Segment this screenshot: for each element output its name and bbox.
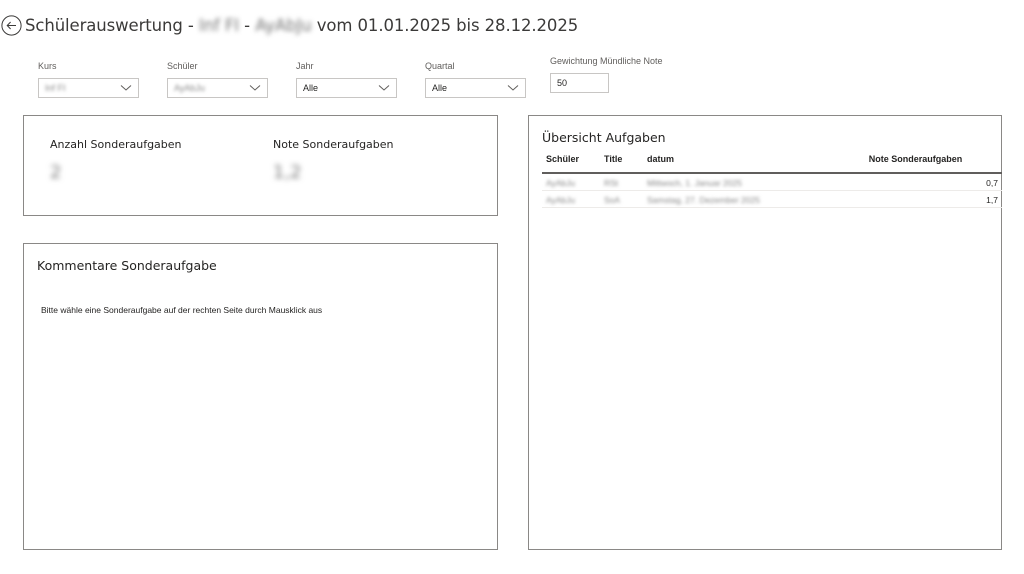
cell-schueler: AyAbJu (542, 191, 600, 208)
kpi-card (23, 115, 498, 216)
back-button[interactable] (0, 14, 22, 36)
schueler-dropdown[interactable] (167, 78, 268, 98)
cell-datum: Samstag, 27. Dezember 2025 (643, 191, 829, 208)
cell-schueler: AyAbJu (542, 173, 600, 191)
gewichtung-slicer (550, 56, 690, 93)
overview-title: Übersicht Aufgaben (542, 130, 666, 145)
note-sonderaufgaben-label: Note Sonderaufgaben (273, 138, 394, 151)
column-header-datum[interactable]: datum (643, 154, 829, 173)
cell-datum: Mittwoch, 1. Januar 2025 (643, 173, 829, 191)
kurs-dropdown[interactable] (38, 78, 139, 98)
title-prefix: Schülerauswertung - (25, 15, 199, 35)
jahr-slicer (296, 61, 397, 98)
jahr-dropdown[interactable] (296, 78, 397, 98)
schueler-slicer-label: Schüler (167, 61, 198, 71)
title-separator: - (239, 15, 256, 35)
anzahl-sonderaufgaben-value: 2 (50, 162, 62, 183)
cell-note: 1,7 (829, 191, 1002, 208)
table-row[interactable] (542, 191, 1002, 208)
jahr-slicer-label: Jahr (296, 61, 314, 71)
cell-title: RSt (600, 173, 643, 191)
chevron-down-icon (378, 84, 390, 92)
jahr-dropdown-value: Alle (303, 83, 319, 93)
schueler-slicer (167, 61, 268, 98)
quartal-dropdown-value: Alle (432, 83, 448, 93)
comments-hint: Bitte wähle eine Sonderaufgabe auf der rechten Seite durch Mausklick aus (41, 305, 323, 315)
table-row[interactable] (542, 173, 1002, 191)
column-header-schueler[interactable]: Schüler (542, 154, 600, 173)
kurs-dropdown-value: Inf FI (45, 83, 66, 93)
quartal-dropdown[interactable] (425, 78, 526, 98)
report-header (0, 12, 578, 38)
comments-panel (23, 243, 498, 550)
kurs-slicer-label: Kurs (38, 61, 57, 71)
column-header-title[interactable]: Title (600, 154, 643, 173)
chevron-down-icon (249, 84, 261, 92)
cell-title: SoA (600, 191, 643, 208)
chevron-down-icon (507, 84, 519, 92)
overview-panel (528, 115, 1002, 550)
chevron-down-icon (120, 84, 132, 92)
kurs-slicer (38, 61, 139, 98)
anzahl-sonderaufgaben-label: Anzahl Sonderaufgaben (50, 138, 182, 151)
cell-note: 0,7 (829, 173, 1002, 191)
table-header-row (542, 154, 1002, 173)
title-student-name: AyAbJu (255, 15, 312, 35)
title-course-name: Inf FI (198, 15, 240, 35)
quartal-slicer (425, 61, 526, 98)
schueler-dropdown-value: AyAbJu (174, 83, 205, 93)
overview-table (542, 154, 1002, 208)
back-arrow-icon (1, 15, 22, 36)
page-title (25, 16, 578, 35)
column-header-note[interactable]: Note Sonderaufgaben (829, 154, 1002, 173)
note-sonderaufgaben-value: 1,2 (273, 162, 302, 183)
comments-title: Kommentare Sonderaufgabe (37, 258, 217, 273)
title-date-range: vom 01.01.2025 bis 28.12.2025 (311, 15, 579, 35)
gewichtung-input[interactable]: 50 (550, 73, 609, 93)
quartal-slicer-label: Quartal (425, 61, 455, 71)
gewichtung-label: Gewichtung Mündliche Note (550, 56, 663, 66)
